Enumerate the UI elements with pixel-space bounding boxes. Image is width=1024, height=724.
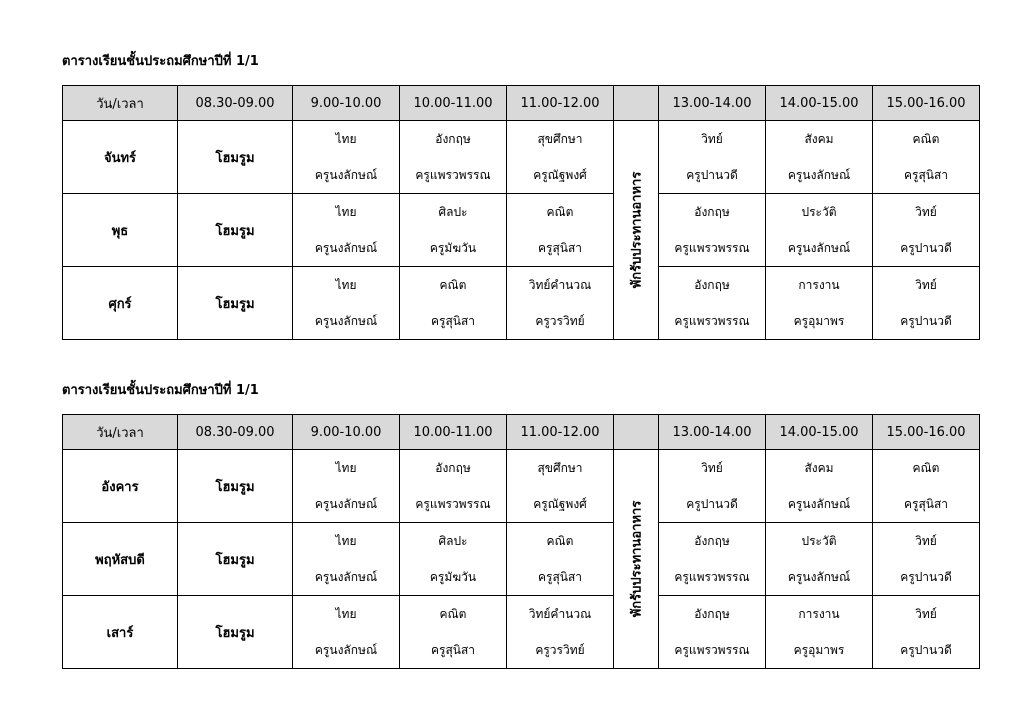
lunch-header (614, 415, 659, 450)
table-row (63, 194, 980, 267)
class-cell (507, 267, 614, 340)
class-cell (659, 267, 766, 340)
teacher-label: ครูแพรวพรรณ (415, 497, 491, 511)
teacher-label: ครูแพรวพรรณ (674, 570, 750, 584)
teacher-label: ครูปานวดี (900, 570, 952, 584)
teacher-label: ครูมัฆวัน (429, 570, 477, 584)
subject-label: สุขศึกษา (537, 132, 583, 146)
subject-label: คณิต (439, 278, 467, 292)
time-slot-header: 14.00-15.00 (766, 415, 873, 450)
subject-label: อังกฤษ (694, 534, 730, 548)
class-cell (766, 450, 873, 523)
day-cell: เสาร์ (63, 596, 178, 669)
class-cell (400, 194, 507, 267)
class-cell (507, 596, 614, 669)
subject-label: อังกฤษ (435, 132, 471, 146)
class-cell (293, 194, 400, 267)
subject-label: ศิลปะ (438, 205, 468, 219)
lunch-break-cell (614, 121, 659, 340)
homeroom-cell: โฮมรูม (178, 267, 293, 340)
time-slot-header: 9.00-10.00 (293, 415, 400, 450)
table-row (63, 596, 980, 669)
teacher-label: ครูแพรวพรรณ (674, 314, 750, 328)
subject-label: อังกฤษ (435, 461, 471, 475)
subject-label: คณิต (912, 132, 940, 146)
class-cell (873, 596, 980, 669)
subject-label: อังกฤษ (694, 607, 730, 621)
teacher-label: ครูณัฐพงศ์ (533, 168, 587, 182)
subject-label: สังคม (804, 461, 834, 475)
class-cell (400, 596, 507, 669)
class-cell (293, 450, 400, 523)
subject-label: วิทย์คำนวณ (528, 607, 592, 621)
teacher-label: ครูมัฆวัน (429, 241, 477, 255)
class-cell (293, 596, 400, 669)
homeroom-cell: โฮมรูม (178, 450, 293, 523)
subject-label: วิทย์คำนวณ (528, 278, 592, 292)
day-cell: ศุกร์ (63, 267, 178, 340)
teacher-label: ครูสุนิสา (430, 314, 476, 328)
teacher-label: ครูนงลักษณ์ (787, 241, 851, 255)
teacher-label: ครูนงลักษณ์ (314, 168, 378, 182)
teacher-label: ครูนงลักษณ์ (314, 570, 378, 584)
day-time-header: วัน/เวลา (63, 86, 178, 121)
teacher-label: ครูอุมาพร (793, 314, 845, 328)
teacher-label: ครูนงลักษณ์ (314, 497, 378, 511)
subject-label: คณิต (546, 534, 574, 548)
class-cell (873, 523, 980, 596)
class-cell (659, 450, 766, 523)
subject-label: วิทย์ (915, 278, 937, 292)
homeroom-cell: โฮมรูม (178, 523, 293, 596)
time-slot-header: 15.00-16.00 (873, 86, 980, 121)
time-slot-header: 10.00-11.00 (400, 415, 507, 450)
lunch-break-label: พักรับประทานอาหาร (629, 171, 645, 289)
time-slot-header: 10.00-11.00 (400, 86, 507, 121)
subject-label: วิทย์ (701, 461, 723, 475)
time-slot-header: 15.00-16.00 (873, 415, 980, 450)
class-cell (659, 596, 766, 669)
time-slot-header: 14.00-15.00 (766, 86, 873, 121)
class-cell (873, 450, 980, 523)
time-slot-header: 11.00-12.00 (507, 86, 614, 121)
subject-label: วิทย์ (915, 205, 937, 219)
class-cell (293, 267, 400, 340)
class-cell (766, 596, 873, 669)
schedule-title: ตารางเรียนชั้นประถมศึกษาปีที่ 1/1 (62, 383, 259, 398)
subject-label: สุขศึกษา (537, 461, 583, 475)
subject-label: ไทย (335, 205, 357, 219)
class-cell (400, 121, 507, 194)
teacher-label: ครูวรวิทย์ (535, 314, 585, 328)
subject-label: วิทย์ (915, 607, 937, 621)
schedule-section-1 (62, 52, 966, 340)
class-cell (400, 267, 507, 340)
subject-label: ประวัติ (801, 205, 837, 219)
class-cell (659, 121, 766, 194)
time-slot-header: 13.00-14.00 (659, 415, 766, 450)
teacher-label: ครูแพรวพรรณ (415, 168, 491, 182)
teacher-label: ครูนงลักษณ์ (314, 643, 378, 657)
lunch-header (614, 86, 659, 121)
class-cell (766, 523, 873, 596)
teacher-label: ครูนงลักษณ์ (787, 570, 851, 584)
subject-label: ประวัติ (801, 534, 837, 548)
subject-label: การงาน (798, 278, 840, 292)
teacher-label: ครูณัฐพงศ์ (533, 497, 587, 511)
lunch-break-cell (614, 450, 659, 669)
teacher-label: ครูปานวดี (900, 314, 952, 328)
subject-label: ไทย (335, 278, 357, 292)
teacher-label: ครูนงลักษณ์ (787, 168, 851, 182)
subject-label: ไทย (335, 461, 357, 475)
teacher-label: ครูสุนิสา (903, 168, 949, 182)
subject-label: อังกฤษ (694, 278, 730, 292)
table-row (63, 121, 980, 194)
teacher-label: ครูปานวดี (686, 168, 738, 182)
teacher-label: ครูปานวดี (900, 643, 952, 657)
subject-label: ไทย (335, 132, 357, 146)
subject-label: คณิต (439, 607, 467, 621)
class-cell (659, 523, 766, 596)
teacher-label: ครูนงลักษณ์ (314, 241, 378, 255)
header-row (63, 415, 980, 450)
subject-label: ศิลปะ (438, 534, 468, 548)
time-slot-header: 08.30-09.00 (178, 415, 293, 450)
header-row (63, 86, 980, 121)
class-cell (873, 267, 980, 340)
teacher-label: ครูสุนิสา (537, 570, 583, 584)
time-slot-header: 13.00-14.00 (659, 86, 766, 121)
time-slot-header: 11.00-12.00 (507, 415, 614, 450)
class-cell (400, 450, 507, 523)
class-cell (766, 194, 873, 267)
class-cell (507, 121, 614, 194)
time-slot-header: 08.30-09.00 (178, 86, 293, 121)
subject-label: สังคม (804, 132, 834, 146)
table-row (63, 267, 980, 340)
class-cell (507, 194, 614, 267)
day-cell: อังคาร (63, 450, 178, 523)
teacher-label: ครูนงลักษณ์ (314, 314, 378, 328)
class-cell (400, 523, 507, 596)
teacher-label: ครูวรวิทย์ (535, 643, 585, 657)
class-cell (766, 267, 873, 340)
subject-label: คณิต (912, 461, 940, 475)
class-cell (293, 121, 400, 194)
class-cell (659, 194, 766, 267)
class-cell (507, 523, 614, 596)
subject-label: วิทย์ (915, 534, 937, 548)
class-cell (873, 194, 980, 267)
subject-label: คณิต (546, 205, 574, 219)
time-slot-header: 9.00-10.00 (293, 86, 400, 121)
teacher-label: ครูปานวดี (686, 497, 738, 511)
day-cell: พุธ (63, 194, 178, 267)
class-cell (507, 450, 614, 523)
day-time-header: วัน/เวลา (63, 415, 178, 450)
day-cell: พฤหัสบดี (63, 523, 178, 596)
schedule-title: ตารางเรียนชั้นประถมศึกษาปีที่ 1/1 (62, 54, 259, 69)
table-row (63, 523, 980, 596)
schedule-section-2 (62, 381, 966, 669)
teacher-label: ครูแพรวพรรณ (674, 643, 750, 657)
teacher-label: ครูแพรวพรรณ (674, 241, 750, 255)
class-cell (873, 121, 980, 194)
subject-label: อังกฤษ (694, 205, 730, 219)
subject-label: ไทย (335, 607, 357, 621)
teacher-label: ครูอุมาพร (793, 643, 845, 657)
teacher-label: ครูนงลักษณ์ (787, 497, 851, 511)
schedule-table (62, 85, 980, 340)
class-cell (766, 121, 873, 194)
table-row (63, 450, 980, 523)
subject-label: การงาน (798, 607, 840, 621)
teacher-label: ครูสุนิสา (903, 497, 949, 511)
lunch-break-label: พักรับประทานอาหาร (629, 500, 645, 618)
day-cell: จันทร์ (63, 121, 178, 194)
subject-label: ไทย (335, 534, 357, 548)
homeroom-cell: โฮมรูม (178, 596, 293, 669)
class-cell (293, 523, 400, 596)
teacher-label: ครูปานวดี (900, 241, 952, 255)
homeroom-cell: โฮมรูม (178, 121, 293, 194)
teacher-label: ครูสุนิสา (537, 241, 583, 255)
homeroom-cell: โฮมรูม (178, 194, 293, 267)
teacher-label: ครูสุนิสา (430, 643, 476, 657)
subject-label: วิทย์ (701, 132, 723, 146)
schedule-table (62, 414, 980, 669)
